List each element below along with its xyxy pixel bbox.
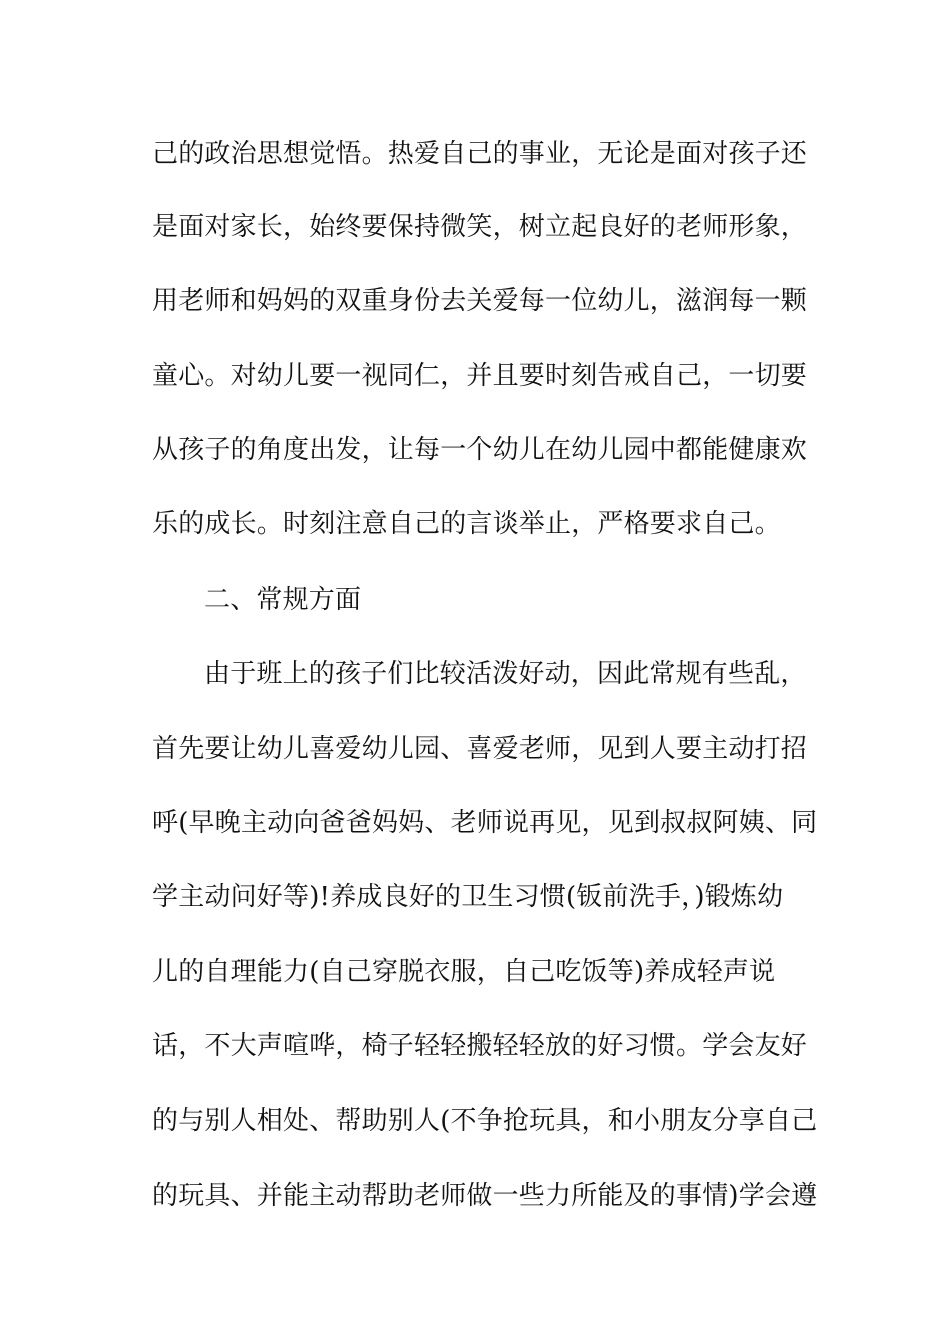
- text-line: 由于班上的孩子们比较活泼好动，因此常规有些乱，: [204, 659, 807, 689]
- text-line: 从孩子的角度出发，让每一个幼儿在幼儿园中都能健康欢: [152, 435, 808, 465]
- text-line: 呼(早晚主动向爸爸妈妈、老师说再见，见到叔叔阿姨、同: [152, 808, 818, 838]
- text-line: 是面对家长，始终要保持微笑，树立起良好的老师形象，: [152, 212, 808, 242]
- text-line: 学主动问好等)!养成良好的卫生习惯(钣前洗手，)锻炼幼: [152, 882, 784, 912]
- text-line: 的与别人相处、帮助别人(不争抢玩具，和小朋友分享自己: [152, 1106, 818, 1136]
- text-line: 话，不大声喧哗，椅子轻轻搬轻轻放的好习惯。学会友好: [152, 1031, 808, 1061]
- text-line: 首先要让幼儿喜爱幼儿园、喜爱老师，见到人要主动打招: [152, 734, 808, 764]
- text-line: 己的政治思想觉悟。热爱自己的事业，无论是面对孩子还: [152, 139, 808, 169]
- text-line: 乐的成长。时刻注意自己的言谈举止，严格要求自己。: [152, 509, 781, 539]
- section-heading: 二、常规方面: [204, 585, 362, 615]
- text-line: 童心。对幼儿要一视同仁，并且要时刻告戒自己，一切要: [152, 361, 808, 391]
- text-line: 儿的自理能力(自己穿脱衣服，自己吃饭等)养成轻声说: [152, 957, 776, 987]
- text-line: 用老师和妈妈的双重身份去关爱每一位幼儿，滋润每一颗: [152, 286, 808, 316]
- text-line: 的玩具、并能主动帮助老师做一些力所能及的事情)学会遵: [152, 1181, 818, 1211]
